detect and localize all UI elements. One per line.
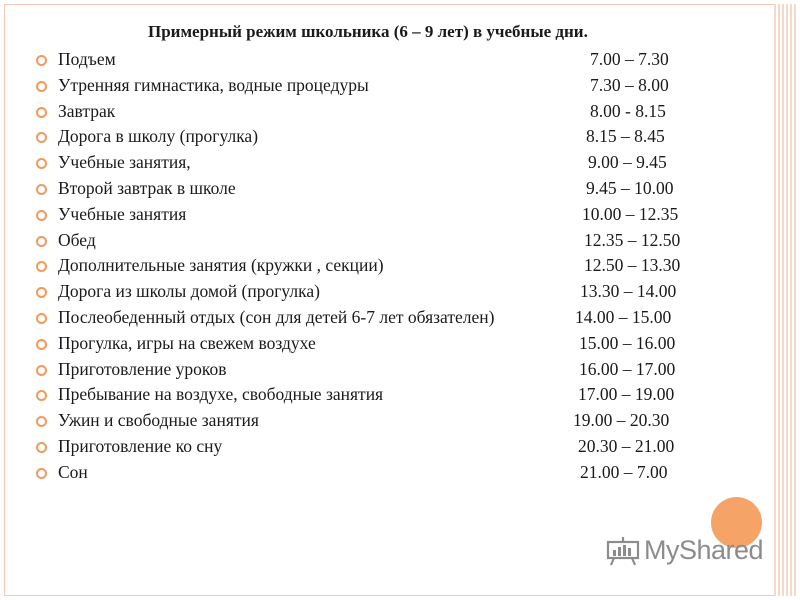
activity-label: Учебные занятия [58,203,187,224]
time-range: 20.30 – 21.00 [578,435,675,456]
time-range: 14.00 – 15.00 [575,306,672,327]
schedule-row [36,279,736,305]
schedule-row [36,382,736,408]
activity-label: Приготовление ко сну [58,435,223,456]
bullet-icon [36,236,47,247]
activity-label: Дорога из школы домой (прогулка) [58,281,320,302]
slide-title: Примерный режим школьника (6 – 9 лет) в учебные дни. [148,22,588,41]
activity-label: Второй завтрак в школе [58,177,236,198]
bullet-icon [36,184,47,195]
bullet-icon [36,416,47,427]
bullet-icon [36,55,47,66]
decorative-stripes [774,4,796,596]
time-range: 12.50 – 13.30 [584,255,681,276]
activity-label: Сон [58,461,88,482]
activity-label: Обед [58,229,96,250]
schedule-row [36,357,736,383]
bullet-icon [36,158,47,169]
bullet-icon [36,287,47,298]
activity-label: Учебные занятия, [58,152,191,173]
schedule-list [36,47,736,486]
activity-label: Пребывание на воздухе, свободные занятия [58,384,384,405]
activity-label: Подъем [58,49,116,69]
bullet-icon [36,210,47,221]
bullet-icon [36,132,47,143]
time-range: 9.00 – 9.45 [588,152,667,173]
bullet-icon [36,390,47,401]
time-range: 8.00 - 8.15 [590,100,666,121]
bullet-icon [36,261,47,272]
schedule-row [36,253,736,279]
schedule-row [36,124,736,150]
activity-label: Прогулка, игры на свежем воздухе [58,332,316,353]
activity-label: Дополнительные занятия (кружки , секции) [58,255,384,276]
schedule-row [36,331,736,357]
schedule-row [36,47,736,73]
bullet-icon [36,339,47,350]
schedule-row [36,460,736,486]
myshared-logo[interactable] [606,535,763,566]
activity-label: Завтрак [58,100,116,121]
bullet-icon [36,313,47,324]
bullet-icon [36,468,47,479]
time-range: 17.00 – 19.00 [578,384,675,405]
time-range: 15.00 – 16.00 [579,332,676,353]
activity-label: Дорога в школу (прогулка) [58,126,259,147]
bullet-icon [36,442,47,453]
schedule-row [36,150,736,176]
time-range: 16.00 – 17.00 [579,358,676,379]
time-range: 12.35 – 12.50 [584,229,681,250]
schedule-row [36,73,736,99]
schedule-row [36,434,736,460]
activity-label: Приготовление уроков [58,358,227,379]
time-range: 19.00 – 20.30 [573,410,670,431]
bullet-icon [36,107,47,118]
schedule-row [36,305,736,331]
schedule-row [36,99,736,125]
time-range: 9.45 – 10.00 [586,177,674,198]
schedule-row [36,228,736,254]
bullet-icon [36,365,47,376]
presentation-board-icon [606,536,640,566]
logo-text: MyShared [644,535,764,565]
schedule-row [36,202,736,228]
activity-label: Ужин и свободные занятия [58,410,259,431]
schedule-row [36,408,736,434]
schedule-row [36,176,736,202]
bullet-icon [36,81,47,92]
time-range: 8.15 – 8.45 [586,126,665,147]
time-range: 10.00 – 12.35 [582,203,679,224]
activity-label: Утренняя гимнастика, водные процедуры [58,74,369,95]
time-range: 7.30 – 8.00 [590,74,669,95]
time-range: 21.00 – 7.00 [580,461,668,482]
activity-label: Послеобеденный отдых (сон для детей 6-7 лет обязателен) [58,306,495,327]
time-range: 13.30 – 14.00 [580,281,677,302]
time-range: 7.00 – 7.30 [590,49,669,69]
